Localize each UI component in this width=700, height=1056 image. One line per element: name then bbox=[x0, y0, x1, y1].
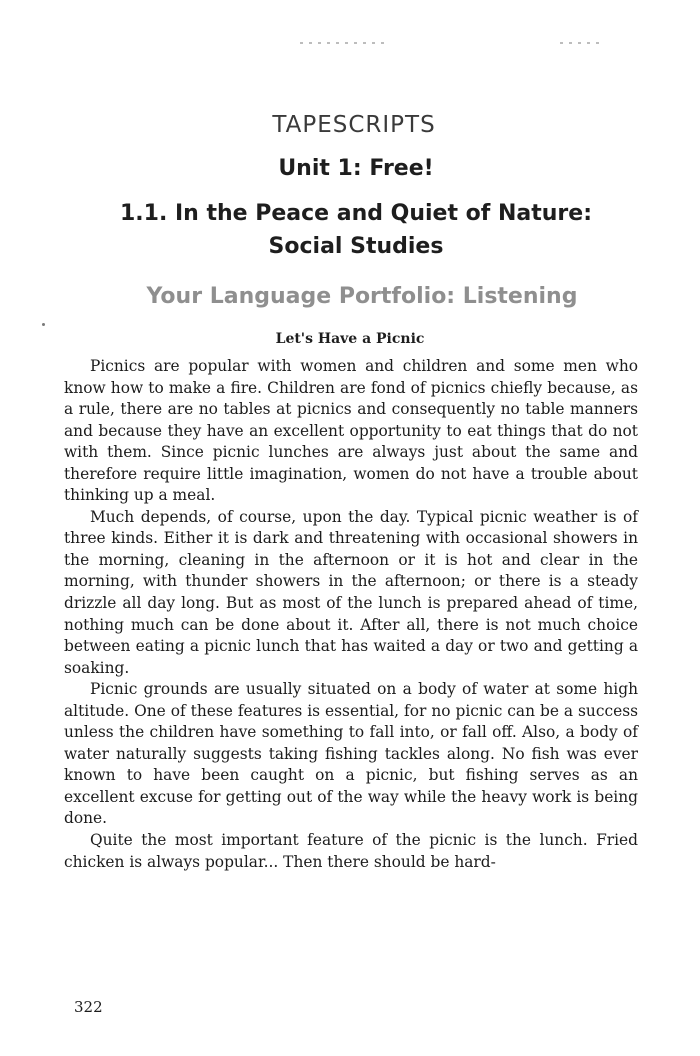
portfolio-heading: Your Language Portfolio: Listening bbox=[146, 284, 578, 309]
scan-artifact-top-left bbox=[300, 42, 385, 44]
body-text bbox=[64, 356, 638, 873]
reading-title: Let's Have a Picnic bbox=[275, 331, 425, 347]
paragraph-3: Picnic grounds are usually situated on a body of water at some high altitude. One of these features is essential, for no picnic can be a success unless the children have something to fall into, or fall off. Also, a body of water naturally suggests taking fishing tackles along. No fish was ever known to have been caught on a picnic, but fishing serves as an excellent excuse for getting out of the way while the heavy work is being done. bbox=[64, 680, 638, 828]
section-heading-line-1: 1.1. In the Peace and Quiet of Nature: bbox=[119, 201, 593, 226]
section-heading-line-2: Social Studies bbox=[268, 234, 444, 259]
scan-artifact-top-right bbox=[560, 42, 605, 44]
scan-artifact-dot bbox=[42, 323, 45, 326]
unit-heading: Unit 1: Free! bbox=[278, 156, 434, 181]
paragraph-1: Picnics are popular with women and children and some men who know how to make a fire. Children are fond of picnics chiefly because, as a rule, there are no tables at picnics and consequently no table manners and because they have an excellent opportunity to eat things that do not with them. Since picnic lunches are always just about the same and therefore require little imagination, women do not have a trouble about thinking up a meal. bbox=[64, 357, 638, 505]
section-heading bbox=[6, 197, 700, 263]
paragraph-2: Much depends, of course, upon the day. Typical picnic weather is of three kinds. Either it is dark and threatening with occasional showers in the morning, cleaning in the afternoon or it is hot and clear in the morning, with thunder showers in the afternoon; or there is a steady drizzle all day long. But as most of the lunch is prepared ahead of time, nothing much can be done about it. After all, there is not much choice between eating a picnic lunch that has waited a day or two and getting a soaking. bbox=[64, 507, 638, 677]
paragraph-4: Quite the most important feature of the picnic is the lunch. Fried chicken is always popular... Then there should be hard- bbox=[64, 831, 638, 871]
tapescripts-heading: TAPESCRIPTS bbox=[272, 112, 436, 138]
page-number: 322 bbox=[74, 998, 103, 1016]
